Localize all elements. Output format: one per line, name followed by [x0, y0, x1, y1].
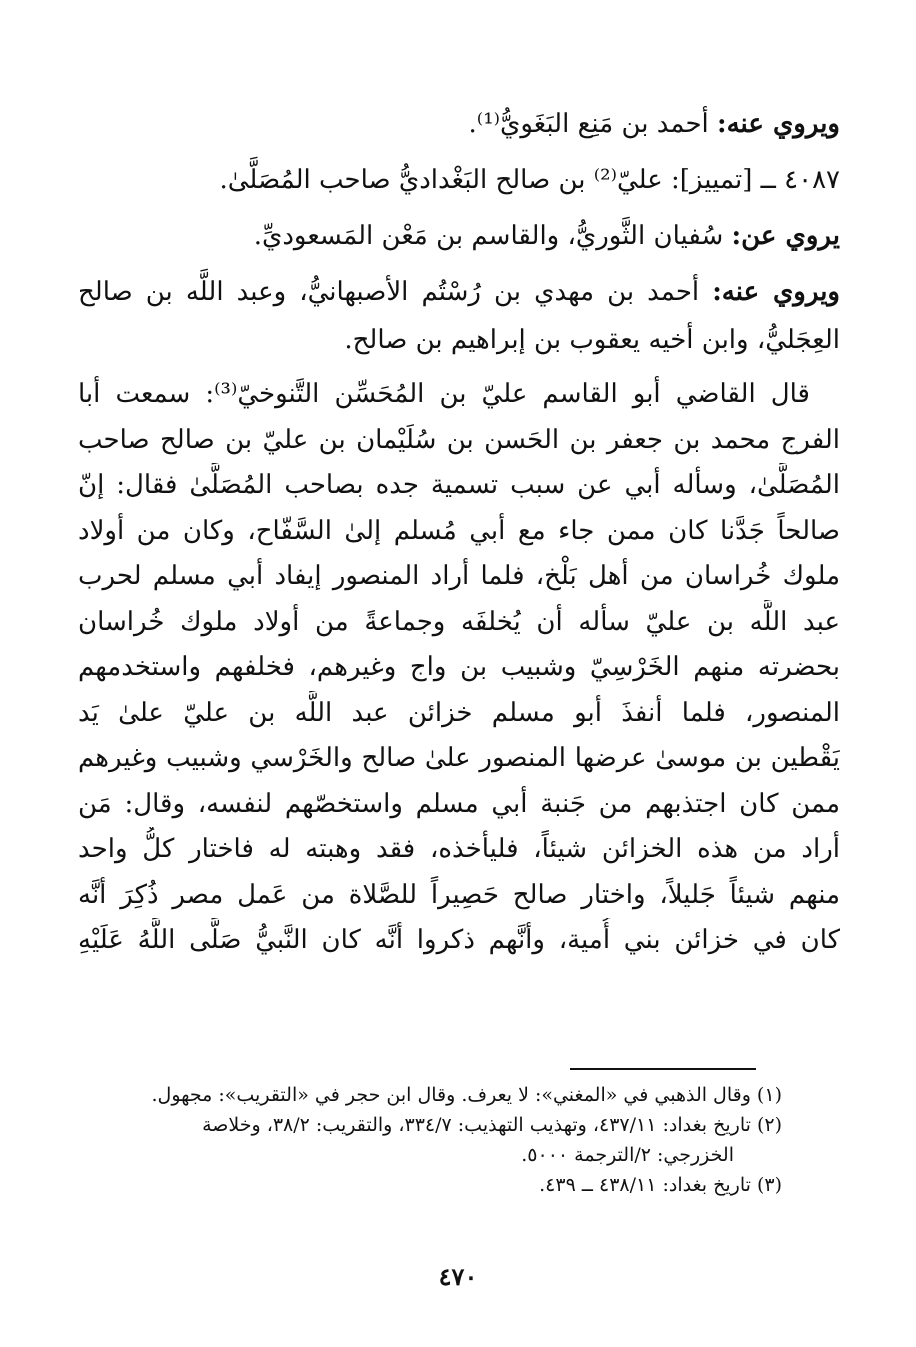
text-line: المُصَلَّىٰ، وسأله أبي عن سبب تسمية جده بصاحب المُصَلَّىٰ فقال: إنّ: [78, 470, 840, 500]
entry-text: أحمد بن مهدي بن رُسْتُم الأصبهانيُّ، وعبد اللَّه بن صالح العِجَليُّ، وابن أخيه يعقوب بن إبراهيم بن صالح.: [78, 277, 840, 355]
entry-narrators-from-2: [78, 268, 840, 364]
main-narrative: [78, 372, 840, 964]
entry-text: ٤٠٨٧ ــ [تمييز]: عليّ⁽²⁾ بن صالح البَغْداديُّ صاحب المُصَلَّىٰ.: [219, 165, 840, 195]
entry-text: سُفيان الثَّوريُّ، والقاسم بن مَعْن المَسعوديِّ.: [253, 221, 732, 251]
footnote-text: (٣) تاريخ بغداد: ٤٣٨/١١ ــ ٤٣٩.: [539, 1174, 782, 1196]
text-line: كان في خزائن بني أُمية، وأنَّهم ذكروا أنَّه كان النَّبيُّ صَلَّى اللَّهُ عَلَيْهِ: [78, 925, 840, 955]
page-body: [78, 100, 840, 964]
footnote-separator: [570, 1068, 756, 1070]
entry-narrates-from: [78, 212, 840, 260]
text-line: أراد من هذه الخزائن شيئاً، فليأخذه، فقد وهبته له فاختار كلُّ واحد: [78, 834, 840, 864]
text-line: قال القاضي أبو القاسم عليّ بن المُحَسِّن التَّنوخيّ⁽³⁾: سمعت أبا: [78, 379, 810, 409]
entry-label: ويروي عنه:: [712, 277, 840, 307]
text-line: منهم شيئاً جَليلاً، واختار صالح حَصِيراً للصَّلاة من عَمل مصر ذُكِرَ أنَّه: [78, 879, 840, 910]
footnote-continuation: الخزرجي: ٢/الترجمة ٥٠٠٠.: [521, 1144, 734, 1166]
text-line: عبد اللَّه بن عليّ سأله أن يُخلفَه وجماعةً من أولاد ملوك خُراسان: [78, 606, 840, 637]
entry-label: ويروي عنه:: [717, 109, 840, 139]
text-line: الفرج محمد بن جعفر بن الحَسن بن سُلَيْمان بن عليّ بن صالح صاحب: [78, 424, 840, 455]
entry-text: أحمد بن مَنِع البَغَويُّ⁽¹⁾.: [468, 109, 717, 139]
text-line: ممن كان اجتذبهم من جَنبة أبي مسلم واستخصّهم لنفسه، وقال: مَن: [78, 788, 840, 819]
entry-label: يروي عن:: [731, 221, 840, 251]
text-line: يَقْطين بن موسىٰ عرضها المنصور علىٰ صالح والخَرْسي وشبيب وغيرهم: [78, 743, 840, 773]
footnote-1: [82, 1080, 782, 1110]
footnote-3: [82, 1170, 782, 1200]
footnote-text: (١) وقال الذهبي في «المغني»: لا يعرف. وقال ابن حجر في «التقريب»: مجهول.: [151, 1084, 782, 1106]
footnote-2: [82, 1110, 782, 1170]
text-line: صالحاً جَدَّنا كان ممن جاء مع أبي مُسلم إلىٰ السَّفّاح، وكان من أولاد: [78, 515, 840, 546]
text-line: ملوك خُراسان من أهل بَلْخ، فلما أراد المنصور إيفاد أبي مسلم لحرب: [78, 561, 840, 591]
text-line: بحضرته منهم الخَرْسِيّ وشبيب بن واج وغيرهم، فخلفهم واستخدمهم: [78, 652, 840, 682]
text-line: المنصور، فلما أنفذَ أبو مسلم خزائن عبد اللَّه بن عليّ علىٰ يَد: [78, 697, 840, 728]
entry-heading: [78, 156, 840, 204]
page-number: ٤٧٠: [438, 1262, 478, 1291]
footnotes: [82, 1080, 782, 1200]
footnote-text: (٢) تاريخ بغداد: ٤٣٧/١١، وتهذيب التهذيب: ٣٣٤/٧، والتقريب: ٣٨/٢، وخلاصة: [202, 1114, 782, 1136]
entry-narrators-from: [78, 100, 840, 148]
